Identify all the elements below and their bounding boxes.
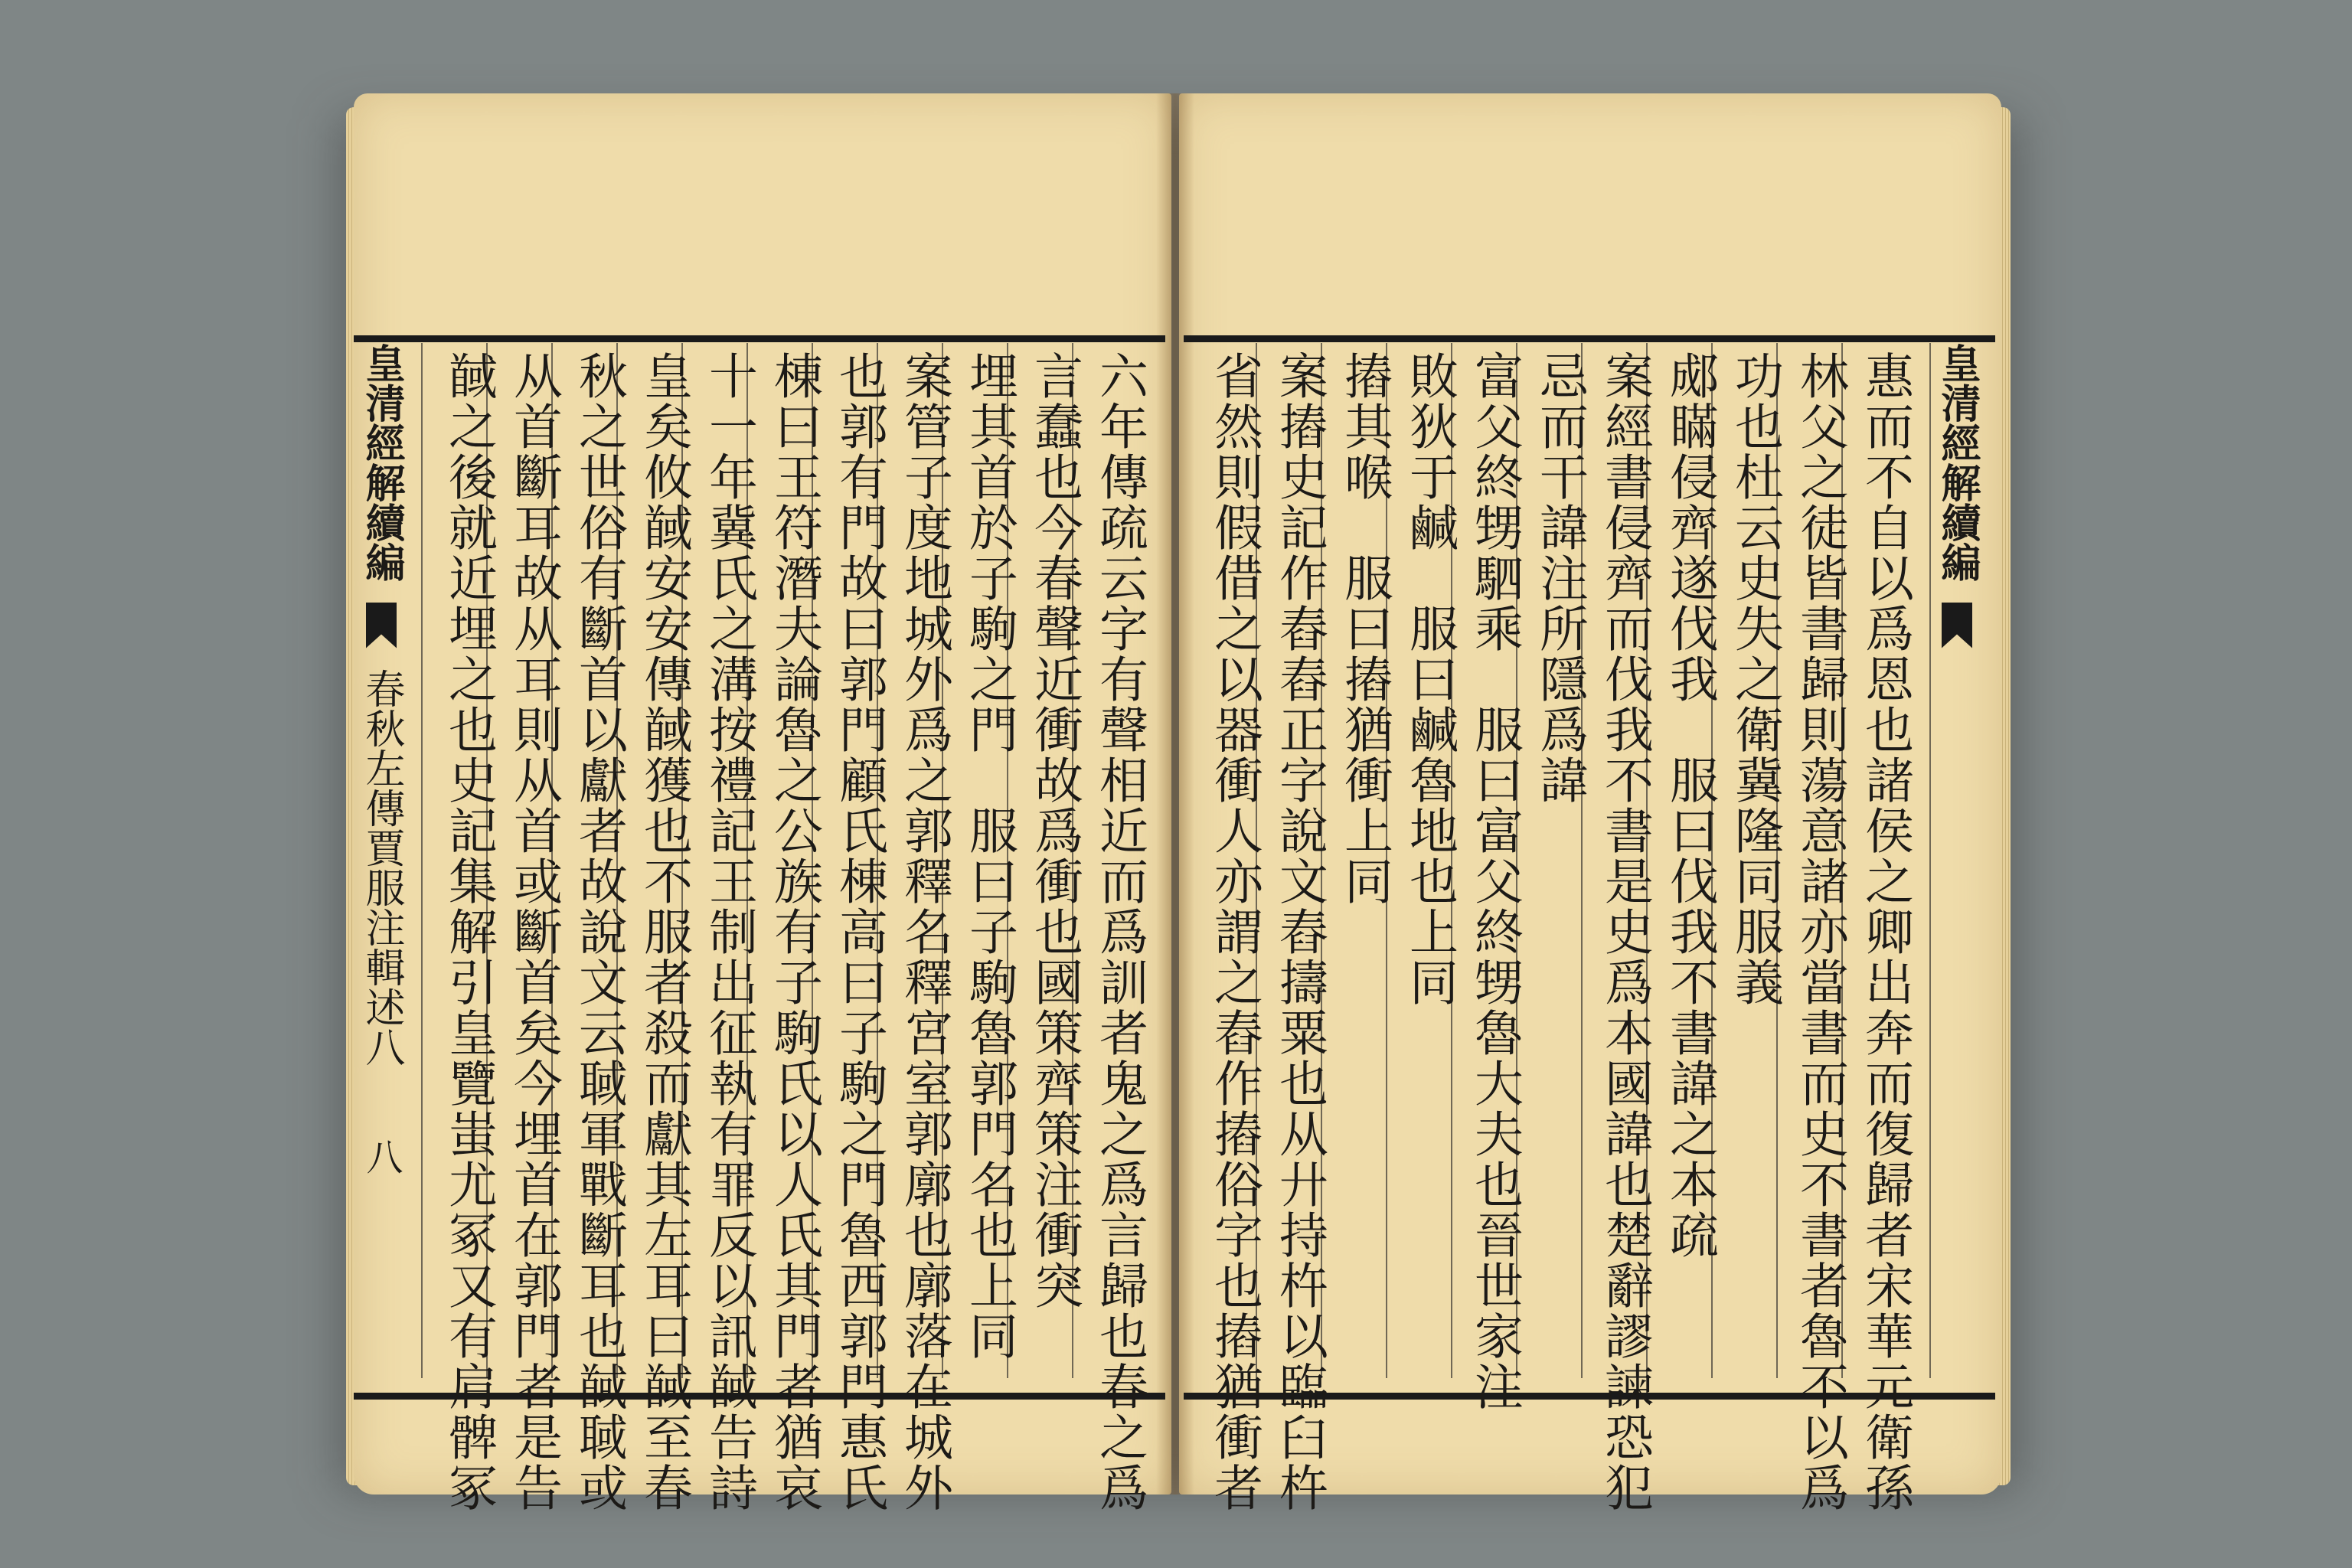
column-rule (421, 343, 423, 1378)
book-title: 皇清經解續編 (358, 343, 405, 582)
text-column: 功也杜云史失之衛冀隆同服義 (1726, 351, 1783, 1008)
left-page-margin (358, 343, 410, 1378)
text-column: 皇矣攸馘安安傳馘獲也不服者殺而獻其左耳曰馘至春 (635, 351, 692, 1513)
book-title: 皇清經解續編 (1934, 343, 1981, 582)
text-column: 言蠢也今春聲近衝故爲衝也國策齊策注衝突 (1026, 351, 1083, 1311)
text-column: 也郭有門故曰郭門顧氏棟高曰子駒之門魯西郭門惠氏 (831, 351, 887, 1513)
text-column: 案經書侵齊而伐我不書是史爲本國諱也楚辭謬諫恐犯 (1596, 351, 1653, 1513)
text-column: 林父之徒皆書歸則蕩意諸亦當書而史不書者魯不以爲 (1792, 351, 1848, 1513)
text-column: 郕瞞侵齊遂伐我 服曰伐我不書諱之本疏 (1661, 351, 1718, 1260)
text-column: 忌而干諱注所隱爲諱 (1531, 351, 1588, 805)
text-column: 惠而不自以爲恩也諸侯之卿出奔而復歸者宋華元衛孫 (1857, 351, 1913, 1513)
text-column: 案摏史記作舂舂正字說文舂擣粟也从廾持杵以臨臼杵 (1271, 351, 1328, 1513)
text-column: 省然則假借之以器衝人亦謂之舂作摏俗字也摏猶衝者 (1206, 351, 1263, 1513)
text-column: 六年傳疏云字有聲相近而爲訓者鬼之爲言歸也春之爲 (1091, 351, 1148, 1513)
text-column: 棟曰王符潛夫論魯之公族有子駒氏以人氏其門者猶哀 (766, 351, 822, 1513)
fish-tail-mark-icon (1942, 603, 1972, 648)
text-column: 敗狄于鹹 服曰鹹魯地也上同 (1401, 351, 1458, 1008)
text-column: 馘之後就近埋之也史記集解引皇覽蚩尤冢又有肩髀冢 (440, 351, 497, 1513)
text-column: 十一年冀氏之溝按禮記王制出征執有罪反以訊馘告詩 (701, 351, 757, 1513)
text-column: 案管子度地城外爲之郭釋名釋宮室郭廓也廓落在城外 (896, 351, 952, 1513)
text-column: 秋之世俗有斷首以獻者故說文云聝軍戰斷耳也馘聝或 (570, 351, 627, 1513)
chapter-title: 春秋左傳賈服注輯述八 (358, 668, 404, 1067)
text-column: 富父終甥駟乘 服曰富父終甥魯大夫也晉世家注 (1466, 351, 1523, 1412)
page-number: 八 (360, 1138, 403, 1175)
column-rule (1929, 343, 1931, 1378)
text-column: 从首斷耳故从耳則从首或斷首矣今埋首在郭門者是告 (505, 351, 562, 1513)
text-column: 摏其喉 服曰摏猶衝上同 (1336, 351, 1393, 906)
fish-tail-mark-icon (366, 603, 397, 648)
right-page-margin (1934, 343, 1986, 1378)
text-column: 埋其首於子駒之門 服曰子駒魯郭門名也上同 (961, 351, 1018, 1361)
